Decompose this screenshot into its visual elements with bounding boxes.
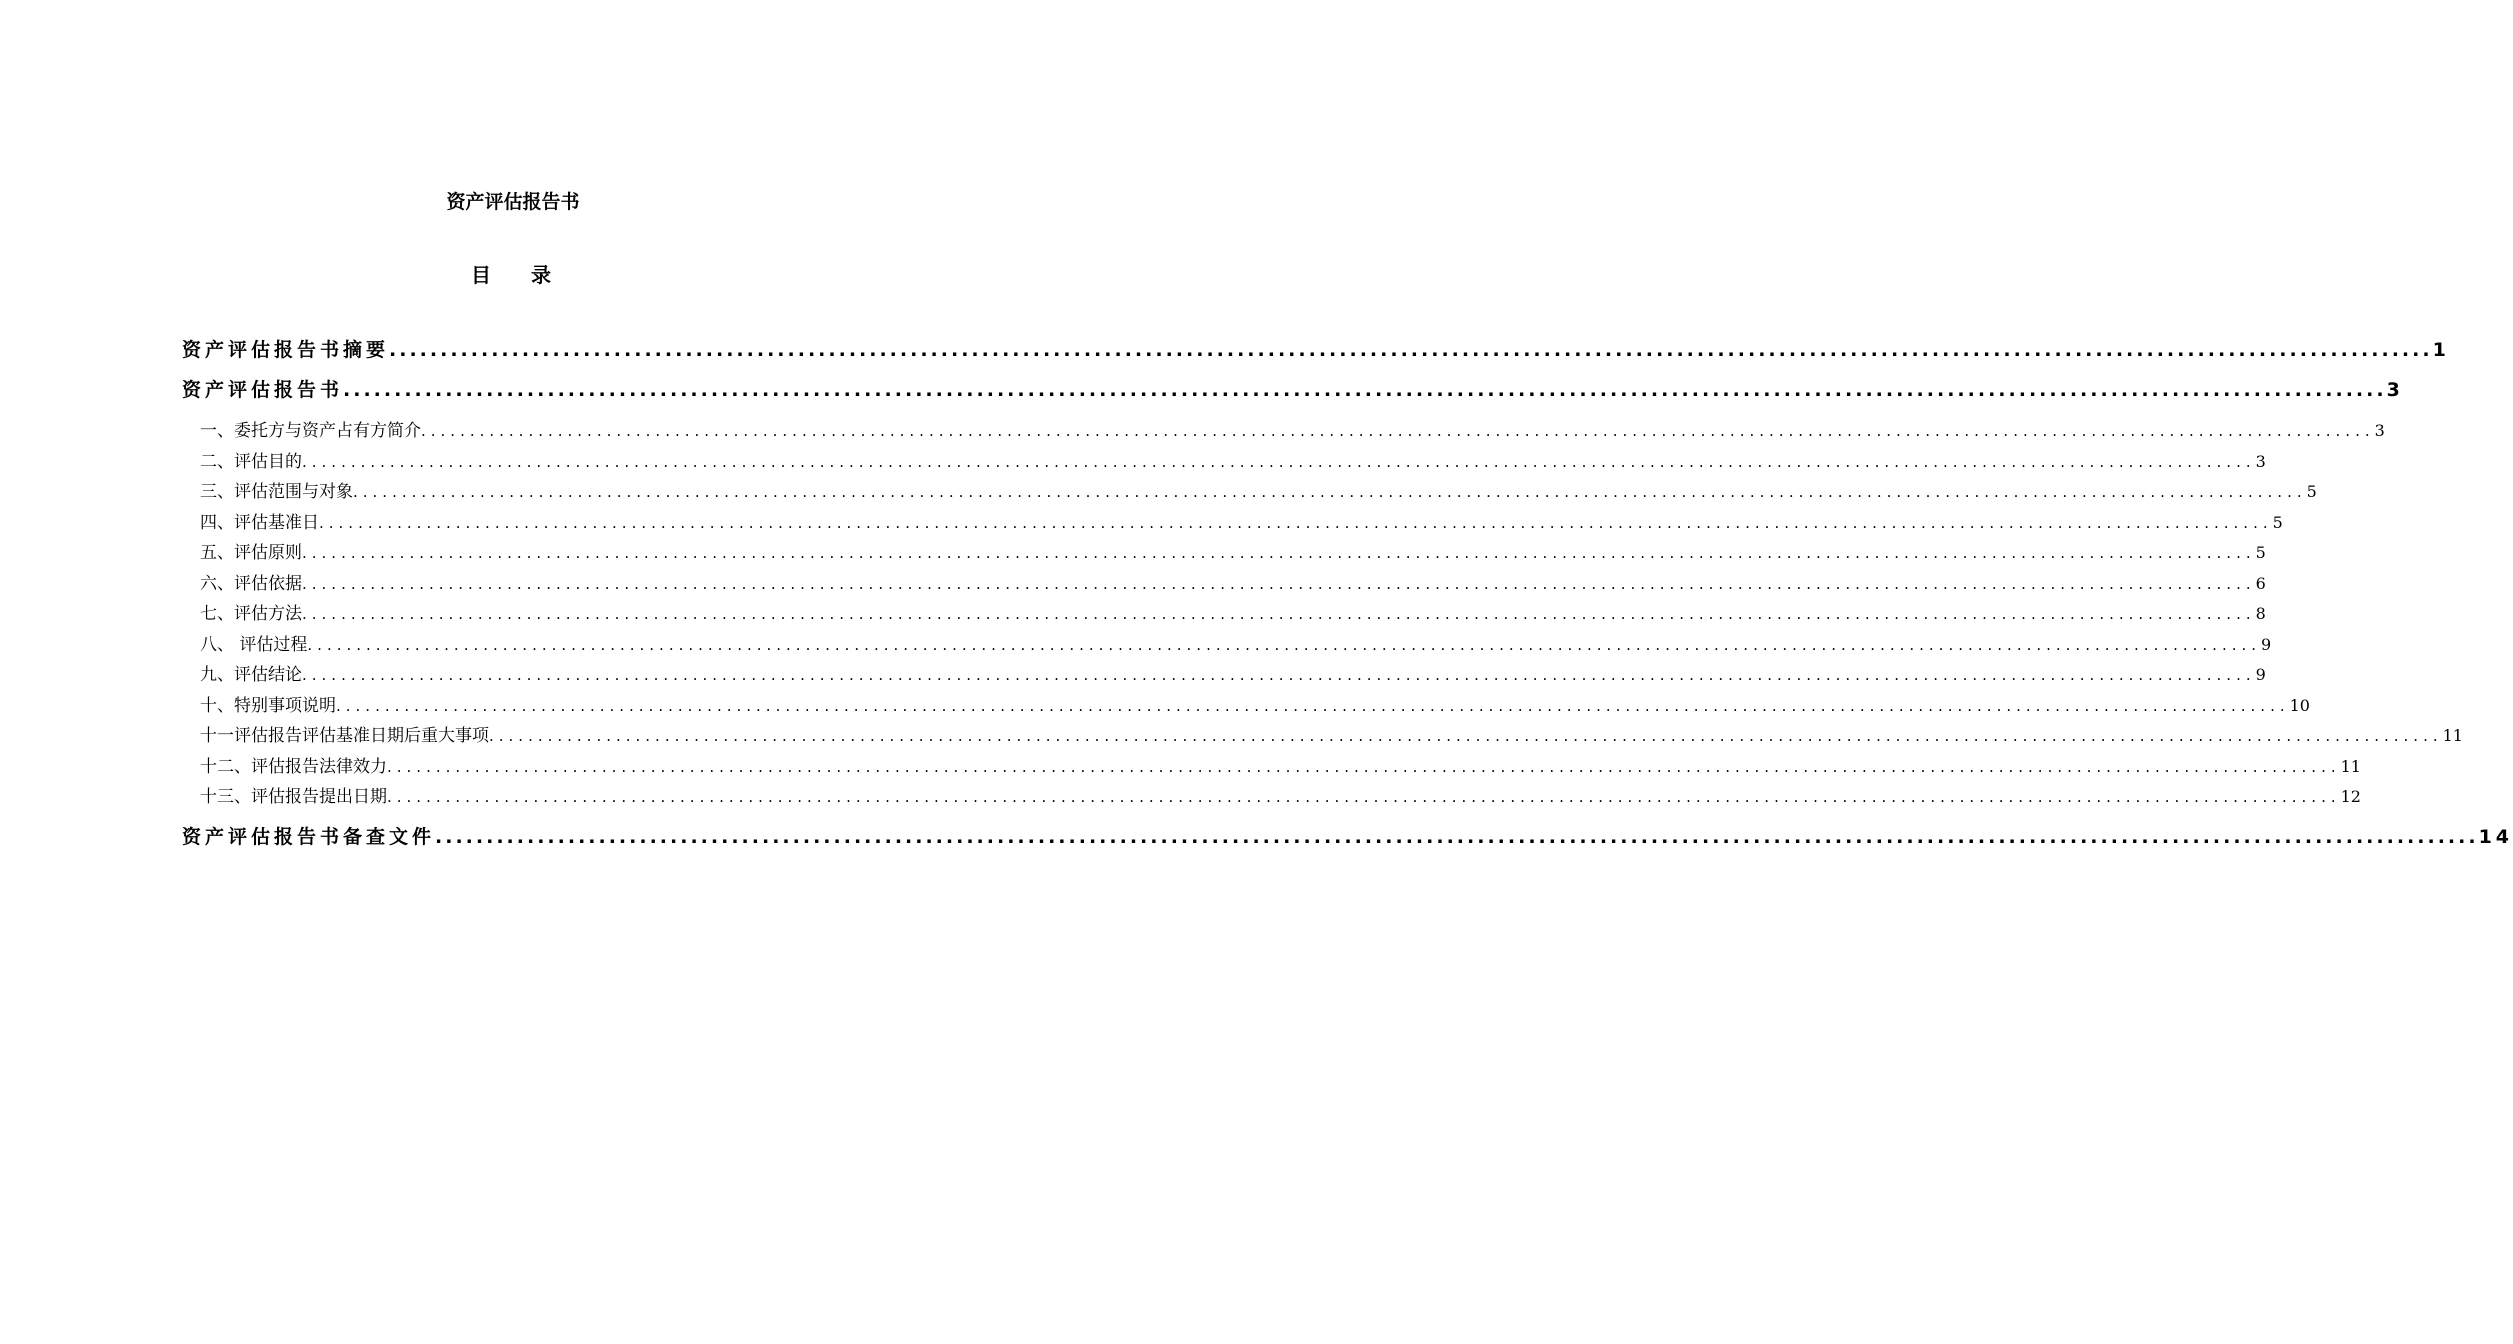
toc-section-entry[interactable] bbox=[182, 416, 2385, 447]
toc-entry-label: 七、评估方法 bbox=[200, 604, 302, 624]
toc-section-entry[interactable] bbox=[182, 447, 2266, 478]
toc-entry-label: 资产评估报告书 bbox=[182, 379, 344, 401]
dot-leader: ........................................................................................................................................................................................................ bbox=[307, 635, 2262, 654]
toc-page-number: 5 bbox=[2255, 543, 2266, 562]
toc-entry-label: 二、评估目的 bbox=[200, 451, 302, 472]
toc-entry-label: 九、评估结论 bbox=[200, 665, 302, 685]
toc-page-number: 9 bbox=[2255, 665, 2266, 684]
toc-entry-report[interactable] bbox=[182, 370, 2404, 410]
dot-leader: ........................................................................................................................................................................................................ bbox=[489, 727, 2443, 745]
dot-leader: ........................................................................................................................................................................................................ bbox=[336, 696, 2290, 715]
document-title: 资产评估报告书 bbox=[446, 191, 580, 213]
dot-leader: ........................................................................................................................................................................................................ bbox=[302, 544, 2256, 562]
dot-leader: ........................................................................................................................................................................................................ bbox=[302, 605, 2256, 623]
dot-leader: ........................................................................................................................................................................................................ bbox=[343, 379, 2387, 401]
dot-leader: ........................................................................................................................................................................................................ bbox=[319, 513, 2273, 532]
toc-section-entry[interactable] bbox=[182, 691, 2310, 722]
toc-page-number: 6 bbox=[2255, 573, 2266, 593]
toc-page-number: 3 bbox=[2386, 379, 2404, 401]
toc-entry-summary[interactable] bbox=[182, 330, 2450, 370]
toc-page-number: 5 bbox=[2272, 512, 2283, 532]
toc-section-entry[interactable] bbox=[182, 599, 2266, 630]
toc-page-number: 9 bbox=[2261, 634, 2272, 654]
toc-entry-label: 六、评估依据 bbox=[200, 573, 302, 594]
toc-page-number: 8 bbox=[2255, 604, 2266, 623]
dot-leader: ........................................................................................................................................................................................................ bbox=[389, 339, 2433, 361]
toc-heading: 目 录 bbox=[471, 263, 551, 287]
table-of-contents bbox=[182, 330, 2513, 857]
toc-page-number: 3 bbox=[2374, 421, 2385, 440]
toc-entry-label: 十二、评估报告法律效力 bbox=[200, 756, 387, 777]
toc-section-entry[interactable] bbox=[182, 721, 2463, 752]
dot-leader: ........................................................................................................................................................................................................ bbox=[302, 574, 2256, 593]
toc-page-number: 11 bbox=[2340, 756, 2361, 776]
toc-section-list bbox=[182, 416, 2463, 813]
toc-entry-label: 十三、评估报告提出日期 bbox=[200, 787, 387, 807]
toc-page-number: 10 bbox=[2289, 695, 2310, 715]
toc-entry-label: 十、特别事项说明 bbox=[200, 695, 336, 716]
toc-section-entry[interactable] bbox=[182, 630, 2272, 661]
toc-entry-label: 十一评估报告评估基准日期后重大事项 bbox=[200, 726, 489, 746]
dot-leader: ........................................................................................................................................................................................................ bbox=[302, 666, 2256, 684]
toc-entry-label: 五、评估原则 bbox=[200, 543, 302, 563]
toc-page-number: 11 bbox=[2442, 726, 2463, 745]
toc-page-number: 1 bbox=[2432, 339, 2450, 361]
toc-entry-label: 资产评估报告书备查文件 bbox=[182, 825, 436, 848]
toc-page-number: 14 bbox=[2478, 825, 2513, 848]
toc-entry-appendix[interactable] bbox=[182, 817, 2513, 857]
dot-leader: ........................................................................................................................................................................................................ bbox=[435, 825, 2479, 848]
dot-leader: ........................................................................................................................................................................................................ bbox=[387, 757, 2341, 776]
toc-section-entry[interactable] bbox=[182, 752, 2361, 783]
toc-section-entry[interactable] bbox=[182, 538, 2266, 569]
toc-entry-label: 三、评估范围与对象 bbox=[200, 482, 353, 502]
toc-page-number: 3 bbox=[2255, 451, 2266, 471]
dot-leader: ........................................................................................................................................................................................................ bbox=[387, 788, 2341, 806]
dot-leader: ........................................................................................................................................................................................................ bbox=[421, 422, 2375, 440]
toc-page-number: 5 bbox=[2306, 482, 2317, 501]
toc-page-number: 12 bbox=[2340, 787, 2361, 806]
toc-section-entry[interactable] bbox=[182, 660, 2266, 691]
toc-entry-label: 资产评估报告书摘要 bbox=[182, 339, 390, 361]
toc-entry-label: 一、委托方与资产占有方简介 bbox=[200, 421, 421, 441]
dot-leader: ........................................................................................................................................................................................................ bbox=[353, 483, 2307, 501]
dot-leader: ........................................................................................................................................................................................................ bbox=[302, 452, 2256, 471]
toc-section-entry[interactable] bbox=[182, 782, 2361, 813]
toc-section-entry[interactable] bbox=[182, 569, 2266, 600]
toc-entry-label: 八、 评估过程 bbox=[200, 634, 308, 655]
toc-section-entry[interactable] bbox=[182, 508, 2283, 539]
toc-section-entry[interactable] bbox=[182, 477, 2317, 508]
toc-entry-label: 四、评估基准日 bbox=[200, 512, 319, 533]
